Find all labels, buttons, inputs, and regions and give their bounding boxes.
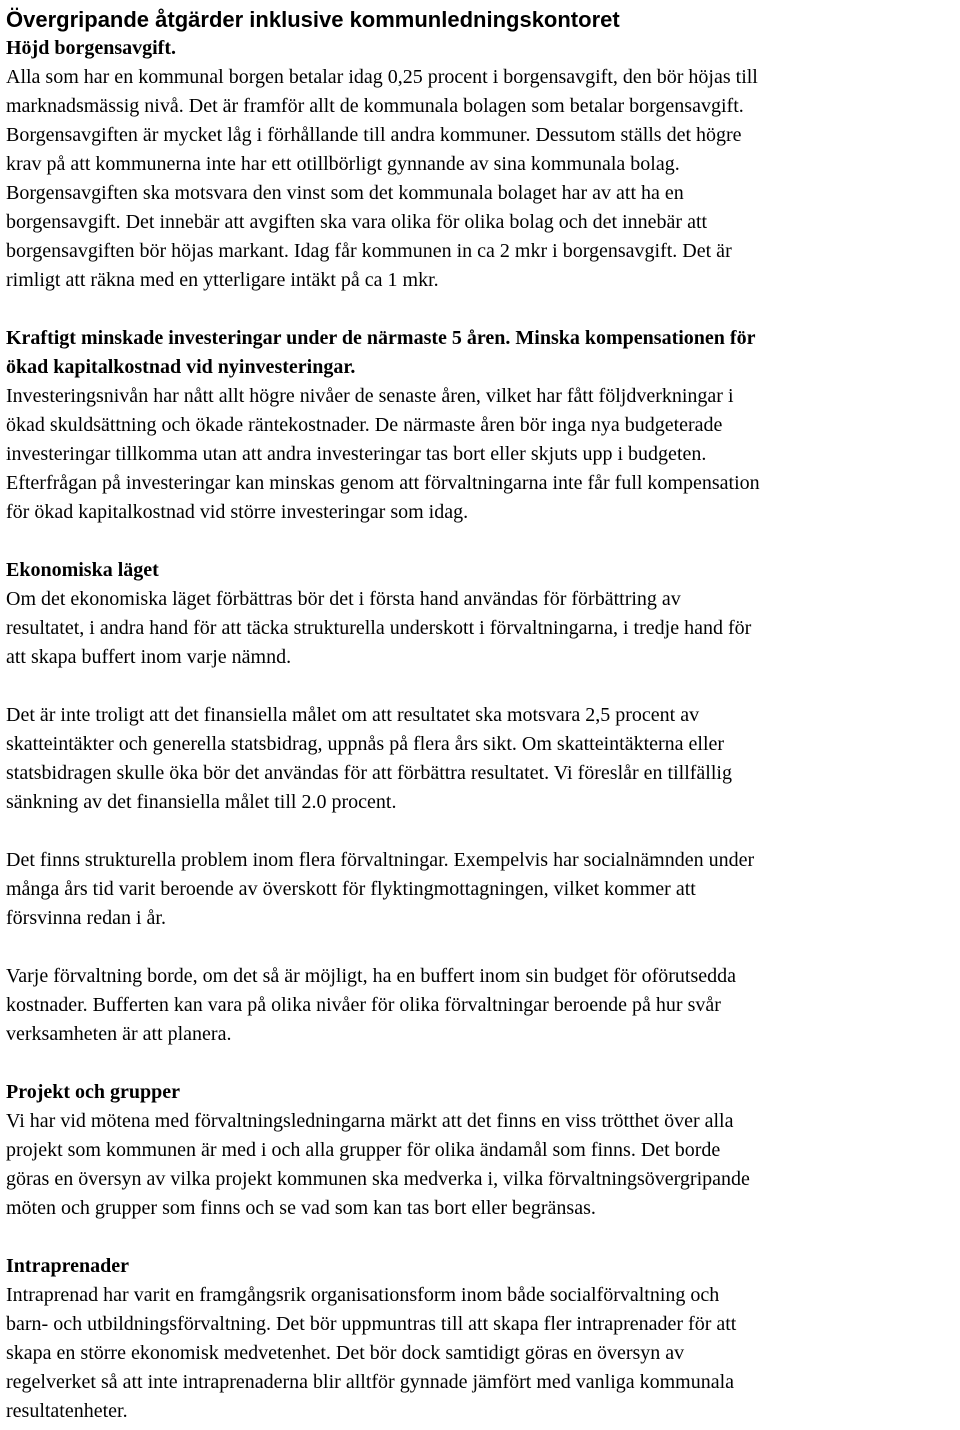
body-line: statsbidragen skulle öka bör det användas för att förbättra resultatet. Vi föreslår en tillfällig xyxy=(6,762,732,784)
body-line: göras en översyn av vilka projekt kommunen ska medverka i, vilka förvaltningsövergripande xyxy=(6,1168,750,1190)
spacer xyxy=(6,1049,956,1078)
body-line: Vi har vid mötena med förvaltningsledningarna märkt att det finns en viss trötthet över alla xyxy=(6,1110,734,1132)
body-line: marknadsmässig nivå. Det är framför allt de kommunala bolagen som betalar borgensavgift. xyxy=(6,95,744,117)
body-line: kostnader. Bufferten kan vara på olika nivåer för olika förvaltningar beroende på hur svår xyxy=(6,994,721,1016)
body-line: att skapa buffert inom varje nämnd. xyxy=(6,646,292,668)
body-line: rimligt att räkna med en ytterligare intäkt på ca 1 mkr. xyxy=(6,269,439,291)
body-line: projekt som kommunen är med i och alla grupper för olika ändamål som finns. Det borde xyxy=(6,1139,721,1161)
section-heading: Intraprenader xyxy=(6,1255,129,1277)
body-line: verksamheten är att planera. xyxy=(6,1023,232,1045)
document-page xyxy=(6,5,956,1426)
section-heading: Höjd borgensavgift. xyxy=(6,37,176,59)
body-line: Varje förvaltning borde, om det så är möjligt, ha en buffert inom sin budget för oförutsedda xyxy=(6,965,736,987)
body-line: sänkning av det finansiella målet till 2.0 procent. xyxy=(6,791,397,813)
body-line: Det är inte troligt att det finansiella målet om att resultatet ska motsvara 2,5 procent av xyxy=(6,704,700,726)
spacer xyxy=(6,1223,956,1252)
body-line: Efterfrågan på investeringar kan minskas genom att förvaltningarna inte får full kompensation xyxy=(6,472,760,494)
section-borgensavgift xyxy=(6,34,956,295)
body-line: skapa en större ekonomisk medvetenhet. Det bör dock samtidigt göras en översyn av xyxy=(6,1342,685,1364)
body-line: skatteintäkter och generella statsbidrag, uppnås på flera års sikt. Om skatteintäkterna eller xyxy=(6,733,725,755)
spacer xyxy=(6,527,956,556)
body-line: Borgensavgiften ska motsvara den vinst som det kommunala bolaget har av att ha en xyxy=(6,182,684,204)
section-ekonomiska-laget xyxy=(6,556,956,1049)
body-line: Om det ekonomiska läget förbättras bör det i första hand användas för förbättring av xyxy=(6,588,681,610)
body-line: Borgensavgiften är mycket låg i förhållande till andra kommuner. Dessutom ställs det högre xyxy=(6,124,742,146)
section-intraprenader xyxy=(6,1252,956,1426)
spacer xyxy=(6,295,956,324)
body-line: investeringar tillkomma utan att andra investeringar tas bort eller skjuts upp i budgeten. xyxy=(6,443,707,465)
section-heading: Projekt och grupper xyxy=(6,1081,181,1103)
body-line: Alla som har en kommunal borgen betalar idag 0,25 procent i borgensavgift, den bör höjas till xyxy=(6,66,758,88)
section-heading: ökad kapitalkostnad vid nyinvesteringar. xyxy=(6,356,356,378)
body-line: Det finns strukturella problem inom flera förvaltningar. Exempelvis har socialnämnden under xyxy=(6,849,755,871)
section-investeringar xyxy=(6,324,956,527)
body-line: Intraprenad har varit en framgångsrik organisationsform inom både socialförvaltning och xyxy=(6,1284,720,1306)
section-heading: Kraftigt minskade investeringar under de närmaste 5 åren. Minska kompensationen för xyxy=(6,327,756,349)
body-line: ökad skuldsättning och ökade räntekostnader. De närmaste åren bör inga nya budgeterade xyxy=(6,414,723,436)
body-line: många års tid varit beroende av överskott för flyktingmottagningen, vilket kommer att xyxy=(6,878,696,900)
body-line: resultatenheter. xyxy=(6,1400,128,1422)
body-line: borgensavgift. Det innebär att avgiften ska vara olika för olika bolag och det innebär att xyxy=(6,211,708,233)
body-line: regelverket så att inte intraprenaderna blir alltför gynnade jämfört med vanliga kommunala xyxy=(6,1371,735,1393)
body-line: resultatet, i andra hand för att täcka strukturella underskott i förvaltningarna, i tredje hand för xyxy=(6,617,752,639)
section-projekt-och-grupper xyxy=(6,1078,956,1223)
page-title: Övergripande åtgärder inklusive kommunledningskontoret xyxy=(6,7,620,32)
body-line: krav på att kommunerna inte har ett otillbörligt gynnande av sina kommunala bolag. xyxy=(6,153,680,175)
body-line: för ökad kapitalkostnad vid större investeringar som idag. xyxy=(6,501,469,523)
body-line: möten och grupper som finns och se vad som kan tas bort eller begränsas. xyxy=(6,1197,596,1219)
spacer xyxy=(6,933,956,962)
spacer xyxy=(6,672,956,701)
body-line: borgensavgiften bör höjas markant. Idag får kommunen in ca 2 mkr i borgensavgift. Det är xyxy=(6,240,732,262)
body-line: Investeringsnivån har nått allt högre nivåer de senaste åren, vilket har fått följdverkningar i xyxy=(6,385,734,407)
body-line: försvinna redan i år. xyxy=(6,907,166,929)
section-heading: Ekonomiska läget xyxy=(6,559,159,581)
body-line: barn- och utbildningsförvaltning. Det bör uppmuntras till att skapa fler intraprenader för att xyxy=(6,1313,737,1335)
spacer xyxy=(6,817,956,846)
